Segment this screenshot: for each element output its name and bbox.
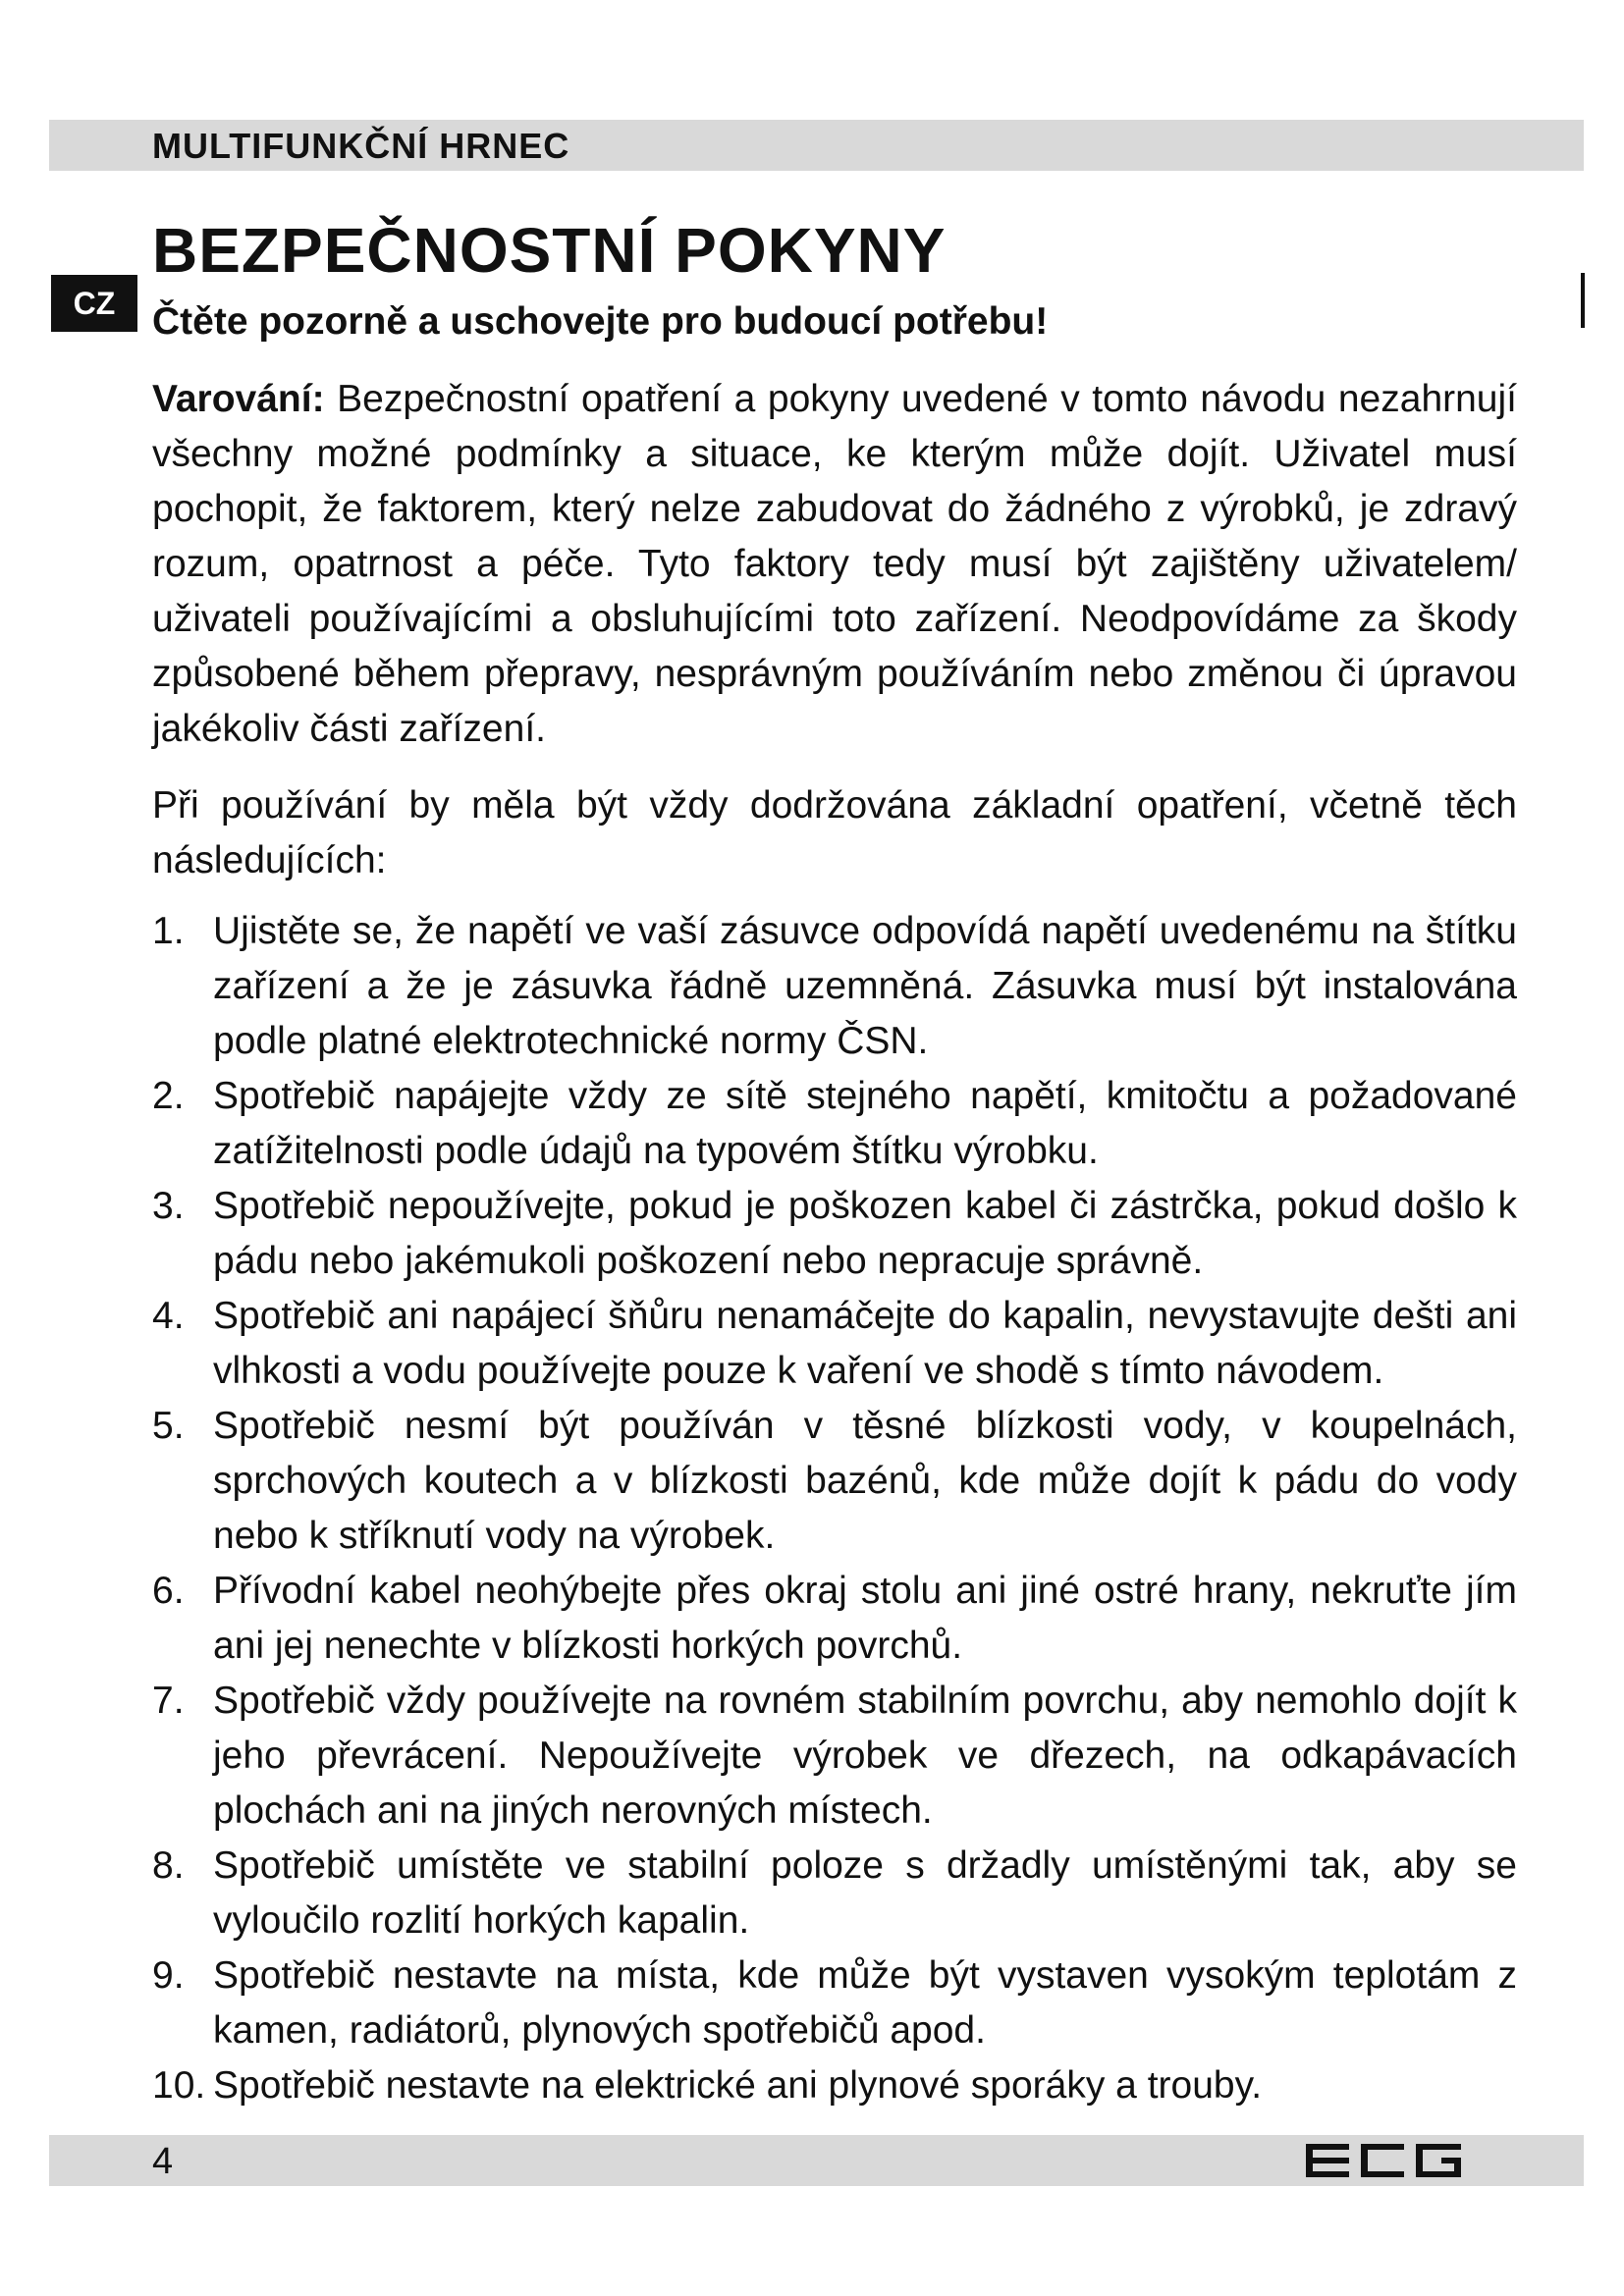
list-item — [152, 2058, 1517, 2113]
document-header-title: MULTIFUNKČNÍ HRNEC — [152, 126, 570, 166]
step-text: Spotřebič napájejte vždy ze sítě stejného napětí, kmitočtu a požadované zatížitelnosti podle údajů na typovém štítku výrobku. — [213, 1075, 1517, 1172]
warning-label: Varování: — [152, 378, 325, 420]
list-item — [152, 1839, 1517, 1949]
intro-paragraph: Při používání by měla být vždy dodržována základní opatření, včetně těch následujících: — [152, 784, 1517, 881]
step-number: 10. — [152, 2064, 206, 2107]
list-item — [152, 904, 1517, 1069]
list-item — [152, 1399, 1517, 1564]
step-number: 6. — [152, 1570, 185, 1612]
step-number: 2. — [152, 1075, 185, 1117]
page-edge-mark — [1581, 273, 1585, 328]
section-subtitle: Čtěte pozorně a uschovejte pro budoucí potřebu! — [152, 300, 1049, 343]
list-item — [152, 1179, 1517, 1289]
step-number: 9. — [152, 1954, 185, 1997]
warning-paragraph — [152, 372, 1517, 757]
step-text: Spotřebič nesmí být používán v těsné blízkosti vody, v koupelnách, sprchových koutech a v blízkosti bazénů, kde může dojít k pádu do vody nebo k stříknutí vody na výrobek. — [213, 1405, 1517, 1557]
page-number: 4 — [152, 2141, 174, 2182]
step-text: Ujistěte se, že napětí ve vaší zásuvce odpovídá napětí uvedenému na štítku zařízení a že je zásuvka řádně uzemněná. Zásuvka musí být instalována podle platné elektrotechnické normy ČSN. — [213, 910, 1517, 1062]
step-number: 3. — [152, 1185, 185, 1227]
step-number: 1. — [152, 910, 185, 952]
list-item — [152, 1564, 1517, 1674]
step-text: Spotřebič nestavte na místa, kde může být vystaven vysokým teplotám z kamen, radiátorů, plynových spotřebičů apod. — [213, 1954, 1517, 2052]
step-number: 4. — [152, 1295, 185, 1337]
step-text: Spotřebič ani napájecí šňůru nenamáčejte do kapalin, nevystavujte dešti ani vlhkosti a vodu používejte pouze k vaření ve shodě s tímto návodem. — [213, 1295, 1517, 1392]
safety-steps-list — [152, 904, 1517, 2113]
content-area — [152, 211, 1517, 2113]
section-title: BEZPEČNOSTNÍ POKYNY — [152, 215, 947, 286]
brand-logo — [1306, 2144, 1463, 2177]
step-text: Spotřebič umístěte ve stabilní poloze s držadly umístěnými tak, aby se vyloučilo rozlití horkých kapalin. — [213, 1844, 1517, 1942]
step-text: Spotřebič vždy používejte na rovném stabilním povrchu, aby nemohlo dojít k jeho převrácení. Nepoužívejte výrobek ve dřezech, na odkapávacích plochách ani na jiných nerovných místech. — [213, 1680, 1517, 1832]
step-number: 5. — [152, 1405, 185, 1447]
list-item — [152, 1674, 1517, 1839]
step-text: Přívodní kabel neohýbejte přes okraj stolu ani jiné ostré hrany, nekruťte jím ani jej nenechte v blízkosti horkých povrchů. — [213, 1570, 1517, 1667]
list-item — [152, 1949, 1517, 2058]
step-text: Spotřebič nepoužívejte, pokud je poškozen kabel či zástrčka, pokud došlo k pádu nebo jakémukoli poškození nebo nepracuje správně. — [213, 1185, 1517, 1282]
step-text: Spotřebič nestavte na elektrické ani plynové sporáky a trouby. — [213, 2064, 1263, 2107]
list-item — [152, 1289, 1517, 1399]
step-number: 8. — [152, 1844, 185, 1887]
language-tab: CZ — [51, 275, 137, 332]
list-item — [152, 1069, 1517, 1179]
step-number: 7. — [152, 1680, 185, 1722]
warning-text: Bezpečnostní opatření a pokyny uvedené v tomto návodu nezahrnují všechny možné podmínky a situace, ke kterým může dojít. Uživatel musí pochopit, že faktorem, který nelze zabudovat do žádného z výrobků, je zdravý rozum, opatrnost a péče. Tyto faktory tedy musí být zajištěny uživatelem/ uživateli používajícími a obsluhujícími toto zařízení. Neodpovídáme za škody způsobené během přepravy, nesprávným používáním nebo změnou či úpravou jakékoliv části zařízení. — [152, 378, 1517, 750]
